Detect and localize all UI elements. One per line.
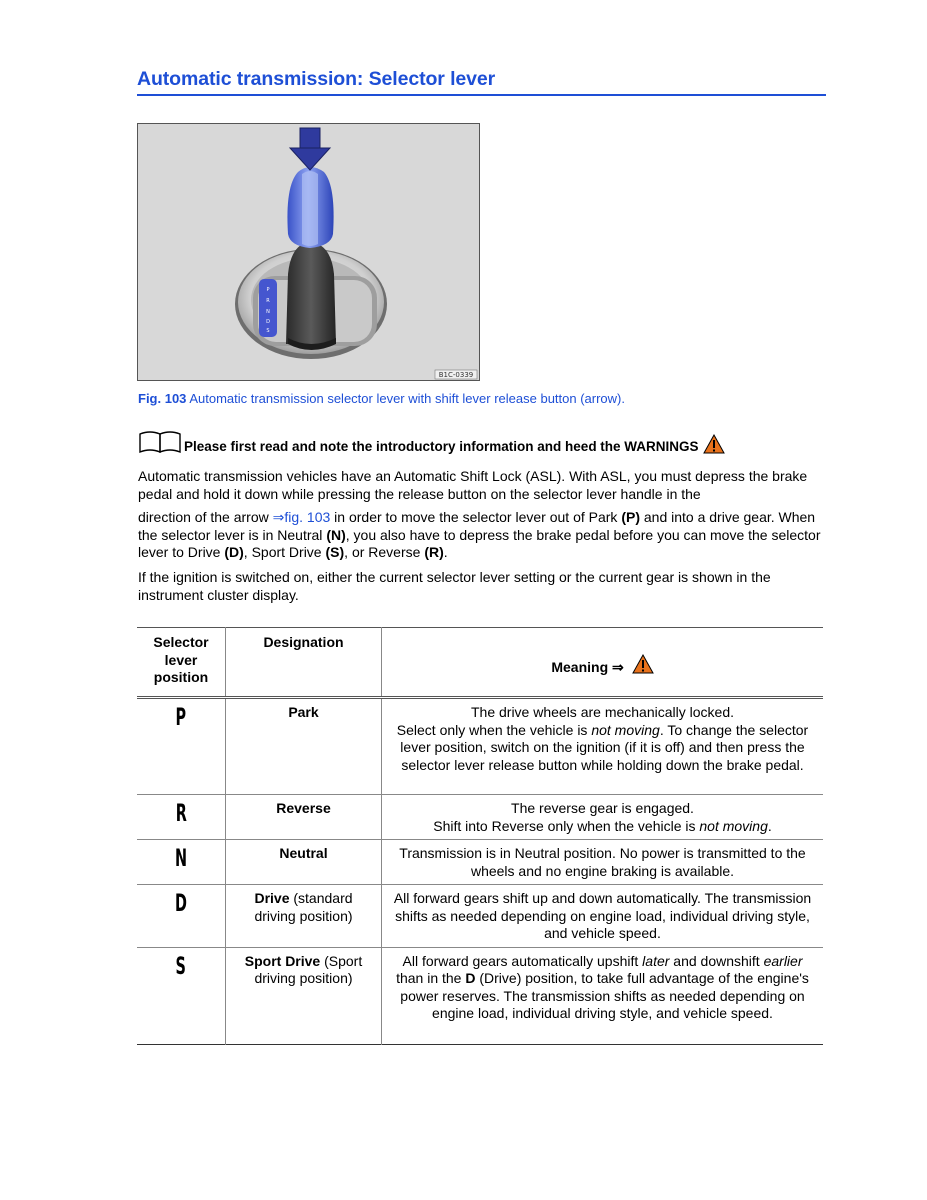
header-designation: Designation (226, 628, 382, 698)
text: Shift into Reverse only when the vehicle is (433, 817, 700, 834)
position-cell (137, 698, 226, 795)
figure-code: B1C-0339 (438, 371, 474, 379)
warning-triangle-icon (703, 434, 725, 454)
paragraph-ignition: If the ignition is switched on, either the current selector lever setting or the current gear is shown in the instrument cluster display. (138, 569, 771, 603)
designation-name: Sport Drive (244, 952, 321, 969)
gear-letter: N (174, 844, 188, 872)
gate-mark-r: R (266, 298, 270, 304)
figure-caption (138, 391, 625, 406)
designation-name: Neutral (279, 845, 328, 861)
header-position: Selector lever position (137, 628, 226, 698)
text: All forward gears automatically upshift (402, 952, 643, 969)
table-row (137, 795, 823, 840)
gear-letter: S (175, 951, 187, 980)
notice-line (138, 430, 828, 454)
emphasis: not moving (591, 721, 660, 738)
text: , you also have to depress the brake pedal before you can move the selector lever to Drive (138, 526, 821, 560)
figure-selector-lever (137, 123, 480, 381)
caption-text: Automatic transmission selector lever with shift lever release button (arrow). (189, 391, 625, 406)
gear-ref-r: (R) (424, 544, 444, 560)
gear-ref-s: (S) (325, 544, 345, 560)
text: than in the (396, 970, 466, 986)
header-meaning (382, 628, 824, 698)
text: , or Reverse (344, 544, 425, 560)
position-cell (137, 795, 226, 840)
meaning-cell (382, 947, 824, 1044)
notice-text: Please first read and note the introductory information and heed the WARNINGS (184, 439, 699, 454)
paragraph-asl: Automatic transmission vehicles have an Automatic Shift Lock (ASL). With ASL, you must depress the brake pedal and hold it down while pressing the release button on the selector lever handle in the (138, 468, 808, 502)
gear-ref-p: (P) (621, 509, 640, 525)
designation-note: (standard driving position) (254, 890, 353, 924)
text: direction of the arrow (138, 509, 273, 525)
text: Select only when the vehicle is (396, 721, 592, 738)
position-cell (137, 885, 226, 948)
caption-label: Fig. 103 (138, 391, 187, 406)
text: in order to move the selector lever out of Park (330, 509, 622, 525)
figure-link[interactable]: ⇒fig. 103 (272, 509, 331, 525)
designation-cell (226, 947, 382, 1044)
gear-ref-d: D (465, 970, 476, 986)
designation-cell (226, 885, 382, 948)
emphasis: earlier (763, 952, 803, 969)
page-title: Automatic transmission: Selector lever (137, 68, 826, 96)
meaning-cell (382, 795, 824, 840)
text: . (767, 817, 772, 834)
warning-triangle-icon (632, 654, 654, 674)
text: and downshift (669, 952, 764, 969)
table-row (137, 698, 823, 795)
meaning-line: The reverse gear is engaged. (511, 800, 694, 816)
gate-mark-s: S (266, 328, 270, 334)
book-icon (138, 430, 184, 454)
header-meaning-label: Meaning ⇒ (551, 658, 624, 675)
gear-table (137, 627, 823, 1045)
gear-letter: D (175, 889, 187, 917)
designation-name: Reverse (276, 800, 331, 816)
meaning-line: The drive wheels are mechanically locked. (470, 704, 734, 720)
designation-cell (226, 698, 382, 795)
position-cell (137, 840, 226, 885)
designation-name: Park (288, 704, 319, 720)
designation-cell (226, 795, 382, 840)
designation-cell (226, 840, 382, 885)
meaning-cell: All forward gears shift up and down automatically. The transmission shifts as needed depending on engine load, individual driving style, and vehicle speed. (393, 890, 812, 941)
text: (Drive) position, to take full advantage of the engine's power reserves. The transmission shifts as needed depending on engine load, individual driving style, and vehicle speed. (400, 970, 809, 1021)
paragraph-shift-instructions (138, 509, 828, 562)
meaning-cell (382, 698, 824, 795)
gate-mark-d: D (266, 319, 270, 325)
text: , Sport Drive (243, 544, 326, 560)
meaning-cell: Transmission is in Neutral position. No power is transmitted to the wheels and no engine braking is available. (399, 845, 806, 879)
table-header-row (137, 628, 823, 698)
position-cell (137, 947, 226, 1044)
gear-ref-d: (D) (224, 544, 244, 560)
emphasis: later (642, 952, 670, 969)
designation-note: (Sport driving position) (254, 952, 363, 986)
emphasis: not moving (699, 817, 768, 834)
gear-letter: R (175, 799, 187, 827)
text: . (443, 544, 448, 560)
table-row (137, 840, 823, 885)
text: . To change the selector lever position, switch on the ignition (if it is off) and then press the selector lever release button while holding down the brake pedal. (400, 721, 809, 773)
table-row (137, 885, 823, 948)
gate-mark-p: P (266, 287, 270, 293)
table-row (137, 947, 823, 1044)
gear-ref-n: (N) (326, 526, 346, 543)
text: and into a drive gear. When the selector lever is in Neutral (138, 509, 816, 543)
gear-letter: P (175, 703, 187, 731)
gate-mark-n: N (266, 309, 270, 315)
designation-name: Drive (254, 890, 290, 906)
